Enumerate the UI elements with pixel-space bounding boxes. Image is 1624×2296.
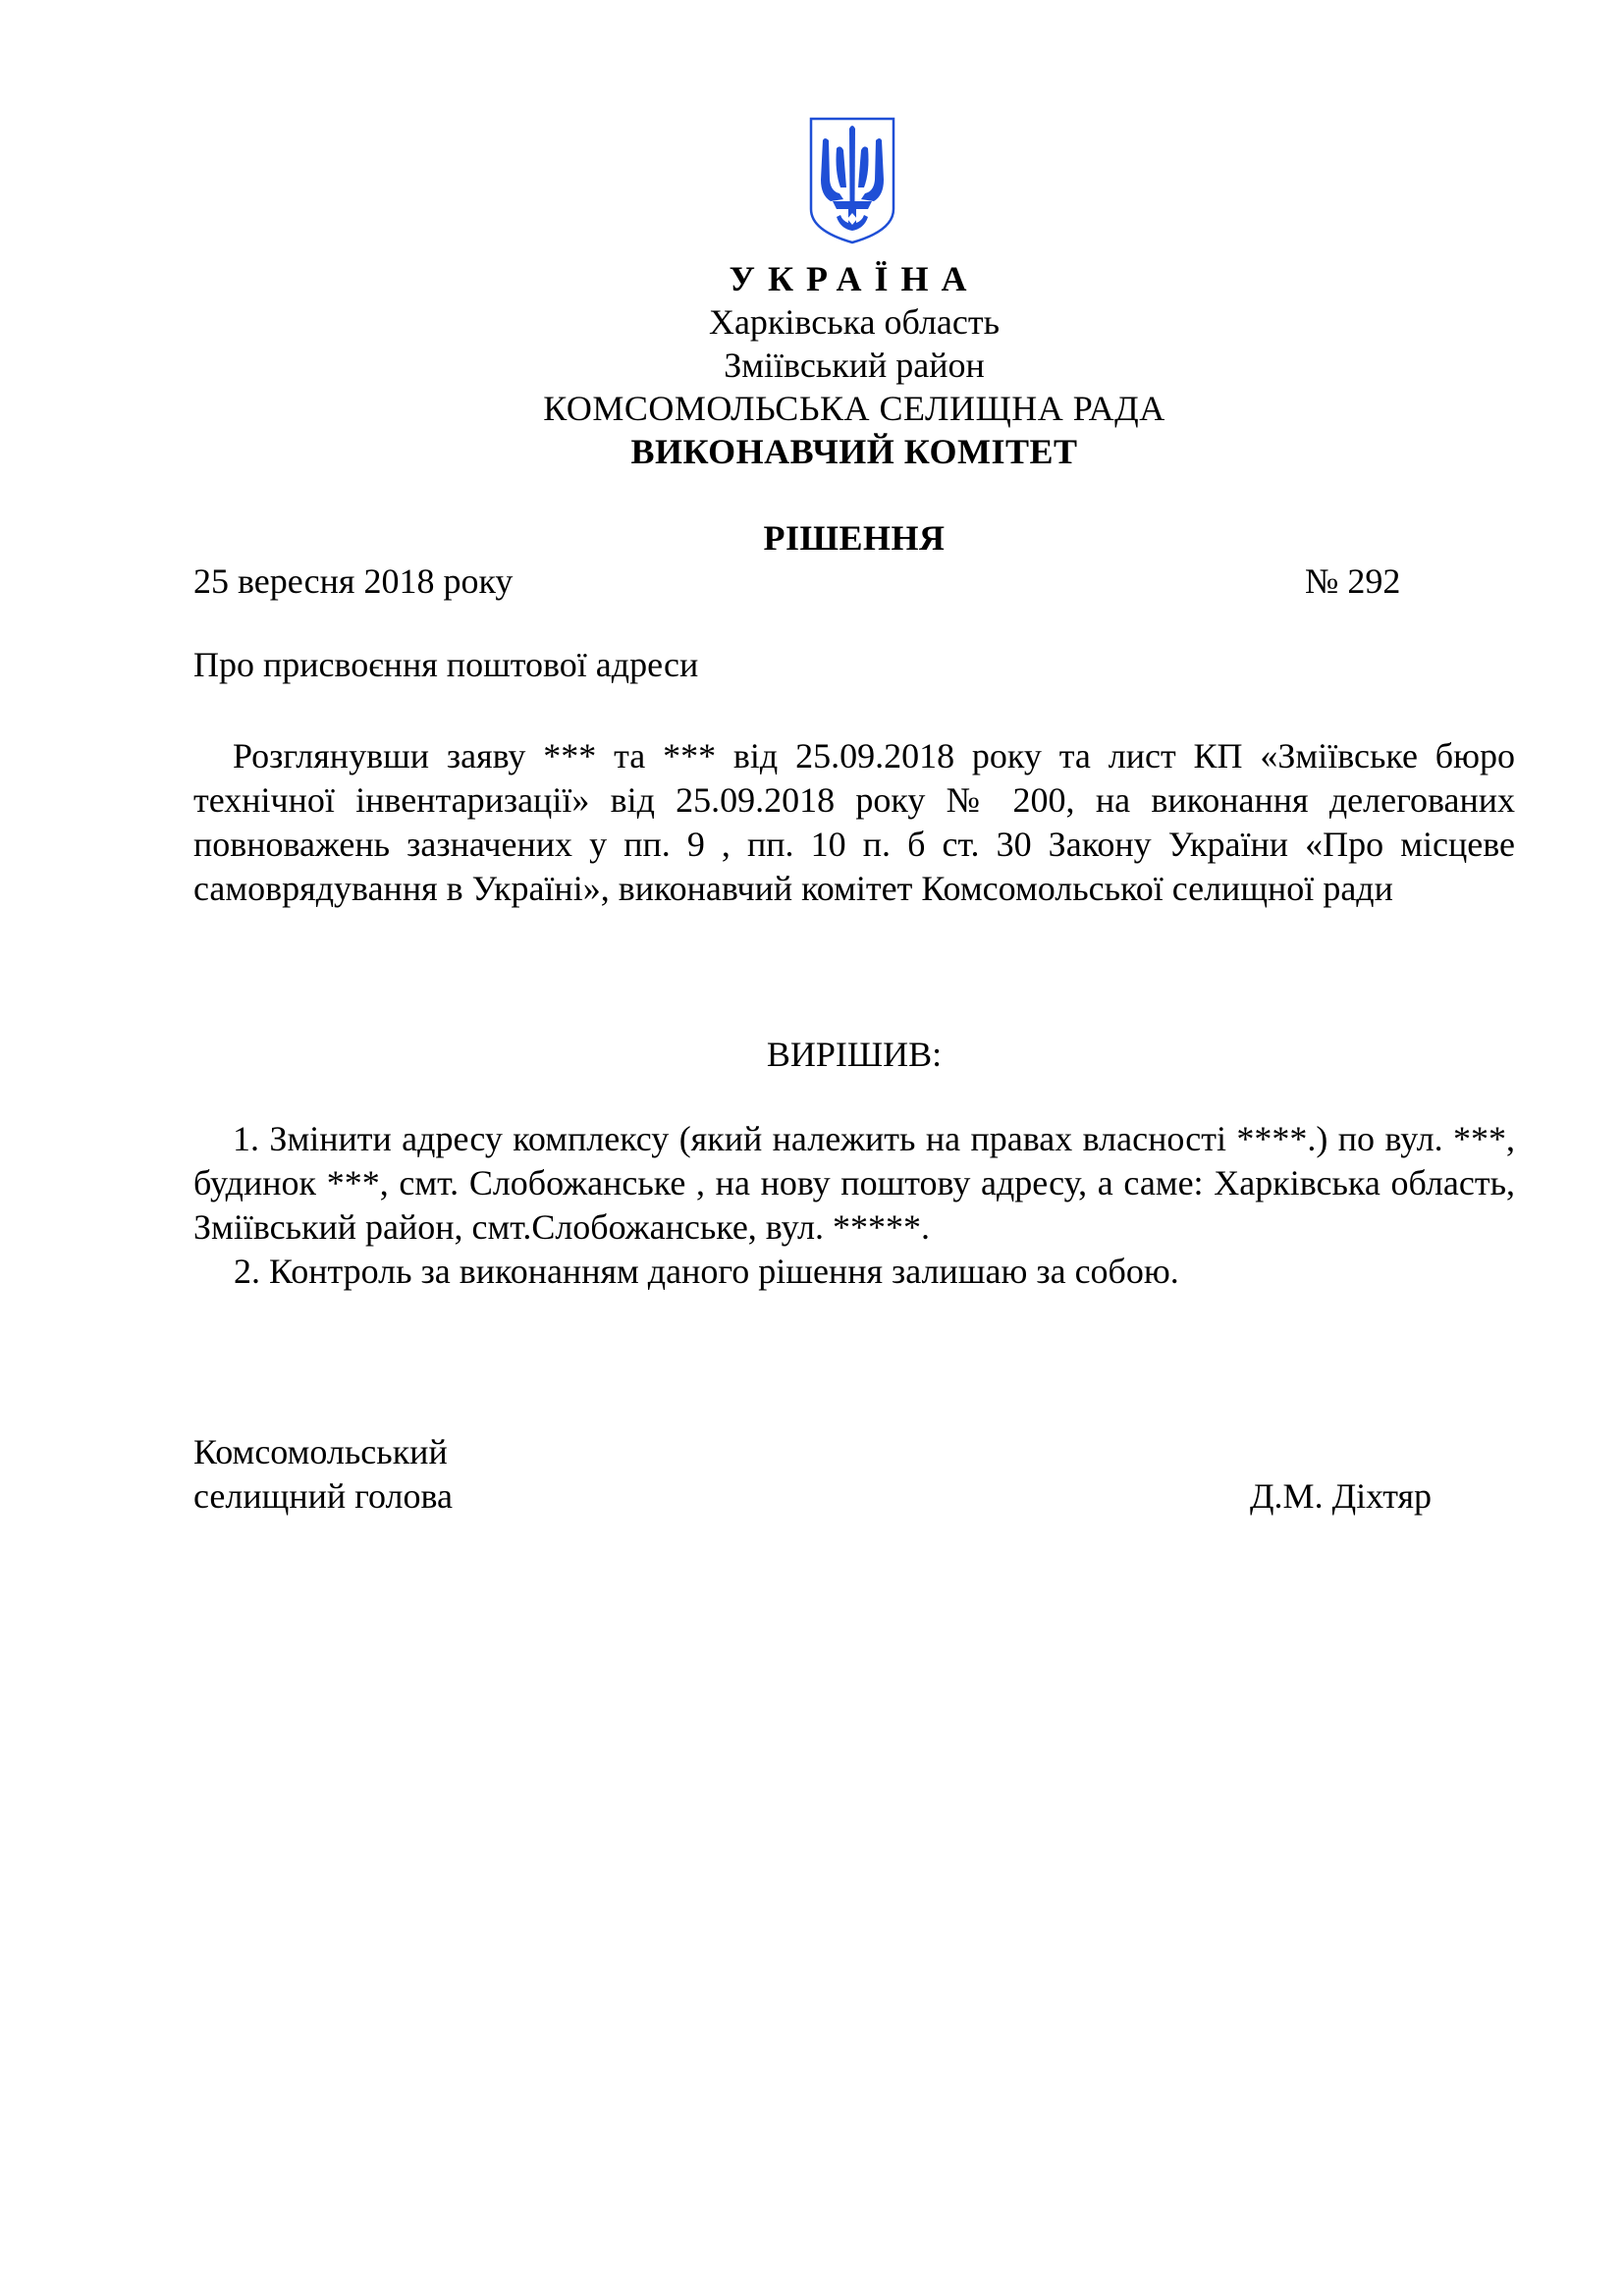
decision-item-2: 2. Контроль за виконанням даного рішення залишаю за собою. bbox=[234, 1252, 1179, 1291]
committee-name: ВИКОНАВЧИЙ КОМІТЕТ bbox=[630, 432, 1078, 471]
district-name: Зміївський район bbox=[724, 346, 985, 385]
preamble-paragraph: Розглянувши заяву *** та *** від 25.09.2018 року та лист КП «Зміївське бюро технічної інвентаризації» від 25.09.2018 року № 200, на виконання делегованих повноважень зазначених у пп. 9 , пп. 10 п. б ст. 30 Закону України «Про місцеве самоврядування в Україні», виконавчий комітет Комсомольської селищної ради bbox=[193, 736, 1515, 908]
signatory-position bbox=[193, 1430, 453, 1519]
document-number: № 292 bbox=[1305, 561, 1401, 601]
country-name: УКРАЇНА bbox=[729, 259, 980, 298]
signatory-position-line-1: Комсомольський bbox=[193, 1432, 448, 1471]
document-subject: Про присвоєння поштової адреси bbox=[193, 645, 699, 684]
coat-of-arms-of-ukraine-icon bbox=[807, 115, 897, 246]
council-name: КОМСОМОЛЬСЬКА СЕЛИЩНА РАДА bbox=[543, 389, 1165, 428]
decision-heading: ВИРІШИВ: bbox=[766, 1035, 943, 1074]
region-name: Харківська область bbox=[708, 302, 1001, 342]
document-type: РІШЕННЯ bbox=[763, 518, 946, 558]
signatory-position-line-2: селищний голова bbox=[193, 1476, 454, 1516]
signatory-name: Д.М. Діхтяр bbox=[1250, 1476, 1433, 1516]
document-date: 25 вересня 2018 року bbox=[193, 561, 514, 601]
decision-item-1: 1. Змінити адресу комплексу (який належить на правах власності ****.) по вул. ***, будинок ***, смт. Слобожанське , на нову поштову адресу, а саме: Харківська область, Зміївський район, смт.Слобожанське, вул. *****. bbox=[193, 1119, 1515, 1247]
